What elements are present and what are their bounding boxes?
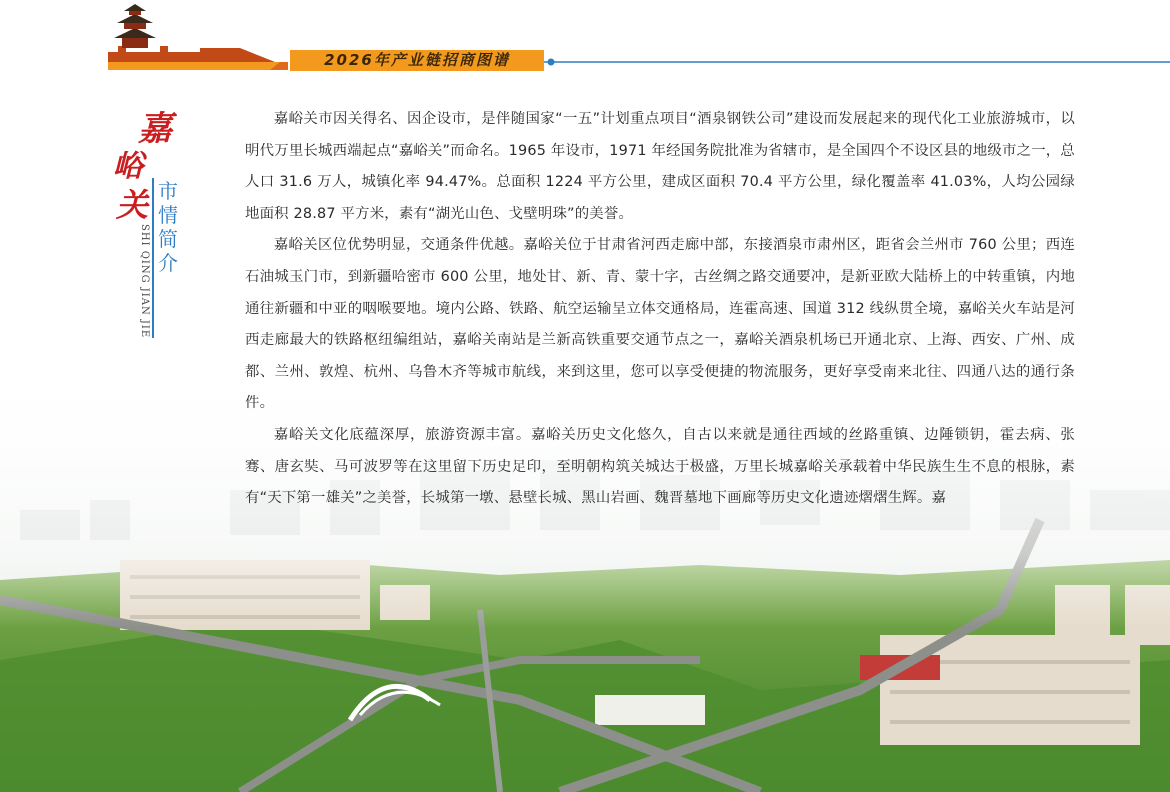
gate-tower-icon [114, 4, 156, 48]
page-header [0, 0, 1170, 80]
subtitle-char: 市 [158, 179, 178, 203]
title-char: 关 [116, 186, 149, 224]
paragraph: 嘉峪关区位优势明显，交通条件优越。嘉峪关位于甘肃省河西走廊中部，东接酒泉市肃州区，距省会兰州市 760 公里；西连石油城玉门市，到新疆哈密市 600 公里，地处甘、新、青、蒙十字，古丝绸之路交通要冲，是新亚欧大陆桥上的中转重镇，内地通往新疆和中亚的咽喉要地。境内公路、铁路、航空运输呈立体交通格局，连霍高速、国道 312 线纵贯全境，嘉峪关火车站是河西走廊最大的铁路枢纽编组站，嘉峪关南站是兰新高铁重要交通节点之一，嘉峪关酒泉机场已开通北京、上海、西安、广州、成都、兰州、敦煌、杭州、乌鲁木齐等城市航线，来到这里，您可以享受便捷的物流服务，更好享受南来北往、四通八达的通行条件。 [245, 237, 1075, 412]
title-char: 峪 [113, 149, 143, 184]
publication-title: 2026年产业链招商图谱 [324, 51, 510, 69]
subtitle-pinyin: SHI QING JIAN JIE [139, 224, 150, 339]
title-char: 嘉 [138, 109, 172, 149]
subtitle-char: 介 [158, 251, 178, 275]
subtitle-char: 简 [158, 227, 178, 251]
paragraph: 嘉峪关文化底蕴深厚，旅游资源丰富。嘉峪关历史文化悠久，自古以来就是通往西域的丝路重镇、边陲锁钥，霍去病、张骞、唐玄奘、马可波罗等在这里留下历史足印，至明朝构筑关城达于极盛，万里长城嘉峪关承载着中华民族生生不息的根脉，素有“天下第一雄关”之美誉，长城第一墩、悬壁长城、黑山岩画、魏晋墓地下画廊等历史文化遗迹熠熠生辉。嘉 [245, 426, 1075, 507]
article-body [245, 104, 1075, 515]
subtitle-char: 情 [158, 203, 178, 227]
header-decoration [0, 0, 1170, 80]
paragraph: 嘉峪关市因关得名、因企设市，是伴随国家“一五”计划重点项目“酒泉钢铁公司”建设而发展起来的现代化工业旅游城市，以明代万里长城西端起点“嘉峪关”而命名。1965 年设市，1971 年经国务院批准为省辖市，是全国四个不设区县的地级市之一，总人口 31.6 万人，城镇化率 94.47%。总面积 1224 平方公里，建成区面积 70.4 平方公里，绿化覆盖率 41.03%，人均公园绿地面积 28.87 平方米，素有“湖光山色、戈壁明珠”的美誉。 [245, 111, 1075, 222]
section-title [108, 109, 188, 342]
title-divider [152, 178, 154, 338]
